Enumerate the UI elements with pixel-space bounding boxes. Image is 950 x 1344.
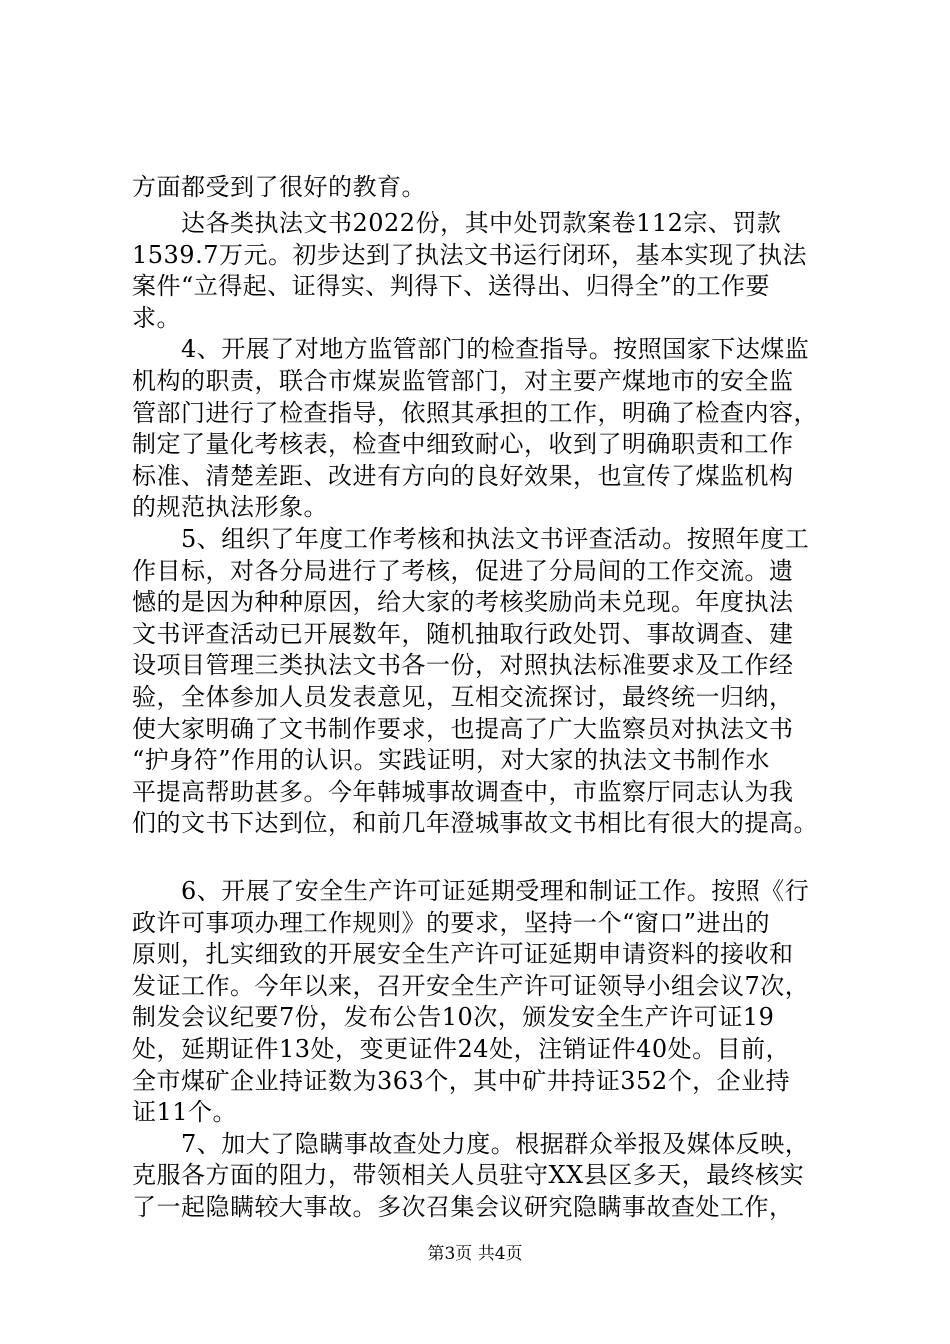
text-line: 4、开展了对地方监管部门的检查指导。按照国家下达煤监: [132, 335, 810, 363]
text-line: 机构的职责，联合市煤炭监管部门，对主要产煤地市的安全监: [132, 367, 794, 395]
text-line: 标准、清楚差距、改进有方向的良好效果，也宣传了煤监机构: [132, 462, 794, 490]
text-line: 达各类执法文书2022份，其中处罚款案卷112宗、罚款: [132, 209, 782, 237]
text-line: 政许可事项办理工作规则》的要求，坚持一个“窗口”进出的: [132, 909, 771, 937]
text-line: 了一起隐瞒较大事故。多次召集会议研究隐瞒事故查处工作，: [132, 1193, 794, 1221]
text-line: 6、开展了安全生产许可证延期受理和制证工作。按照《行: [132, 877, 810, 905]
text-line: 证11个。: [132, 1098, 238, 1126]
text-line: 发证工作。今年以来，召开安全生产许可证领导小组会议7次，: [132, 972, 810, 1000]
text-line: 7、加大了隐瞒事故查处力度。根据群众举报及媒体反映，: [132, 1130, 810, 1158]
text-line: 们的文书下达到位，和前几年澄城事故文书相比有很大的提高。: [132, 809, 818, 837]
text-line: 憾的是因为种种原因，给大家的考核奖励尚未兑现。年度执法: [132, 588, 794, 616]
text-line: 处，延期证件13处，变更证件24处，注销证件40处。目前，: [132, 1035, 791, 1063]
text-line: 的规范执法形象。: [132, 493, 328, 521]
text-line: 平提高帮助甚多。今年韩城事故调查中，市监察厅同志认为我: [132, 778, 794, 806]
text-line: 管部门进行了检查指导，依照其承担的工作，明确了检查内容，: [132, 399, 818, 427]
text-line: “护身符”作用的认识。实践证明，对大家的执法文书制作水: [132, 746, 771, 774]
text-line: 1539.7万元。初步达到了执法文书运行闭环，基本实现了执法: [132, 241, 807, 269]
text-line: 案件“立得起、证得实、判得下、送得出、归得全”的工作要: [132, 272, 771, 300]
text-line: 方面都受到了很好的教育。: [132, 173, 426, 201]
page-number-footer: 第3页 共4页: [427, 1244, 523, 1264]
text-line: 文书评查活动已开展数年，随机抽取行政处罚、事故调查、建: [132, 620, 794, 648]
text-line: 作目标，对各分局进行了考核，促进了分局间的工作交流。遗: [132, 557, 794, 585]
text-line: 原则，扎实细致的开展安全生产许可证延期申请资料的接收和: [132, 940, 794, 968]
text-line: 设项目管理三类执法文书各一份，对照执法标准要求及工作经: [132, 651, 794, 679]
text-line: 制定了量化考核表，检查中细致耐心，收到了明确职责和工作: [132, 430, 794, 458]
text-line: 制发会议纪要7份，发布公告10次，颁发安全生产许可证19: [132, 1003, 775, 1031]
text-line: 求。: [132, 304, 181, 332]
text-line: 使大家明确了文书制作要求，也提高了广大监察员对执法文书: [132, 715, 794, 743]
text-line: 全市煤矿企业持证数为363个，其中矿井持证352个，企业持: [132, 1067, 791, 1095]
text-line: 克服各方面的阻力，带领相关人员驻守XX县区多天，最终核实: [132, 1161, 805, 1189]
text-line: 5、组织了年度工作考核和执法文书评查活动。按照年度工: [132, 525, 810, 553]
text-line: 验，全体参加人员发表意见，互相交流探讨，最终统一归纳，: [132, 683, 794, 711]
